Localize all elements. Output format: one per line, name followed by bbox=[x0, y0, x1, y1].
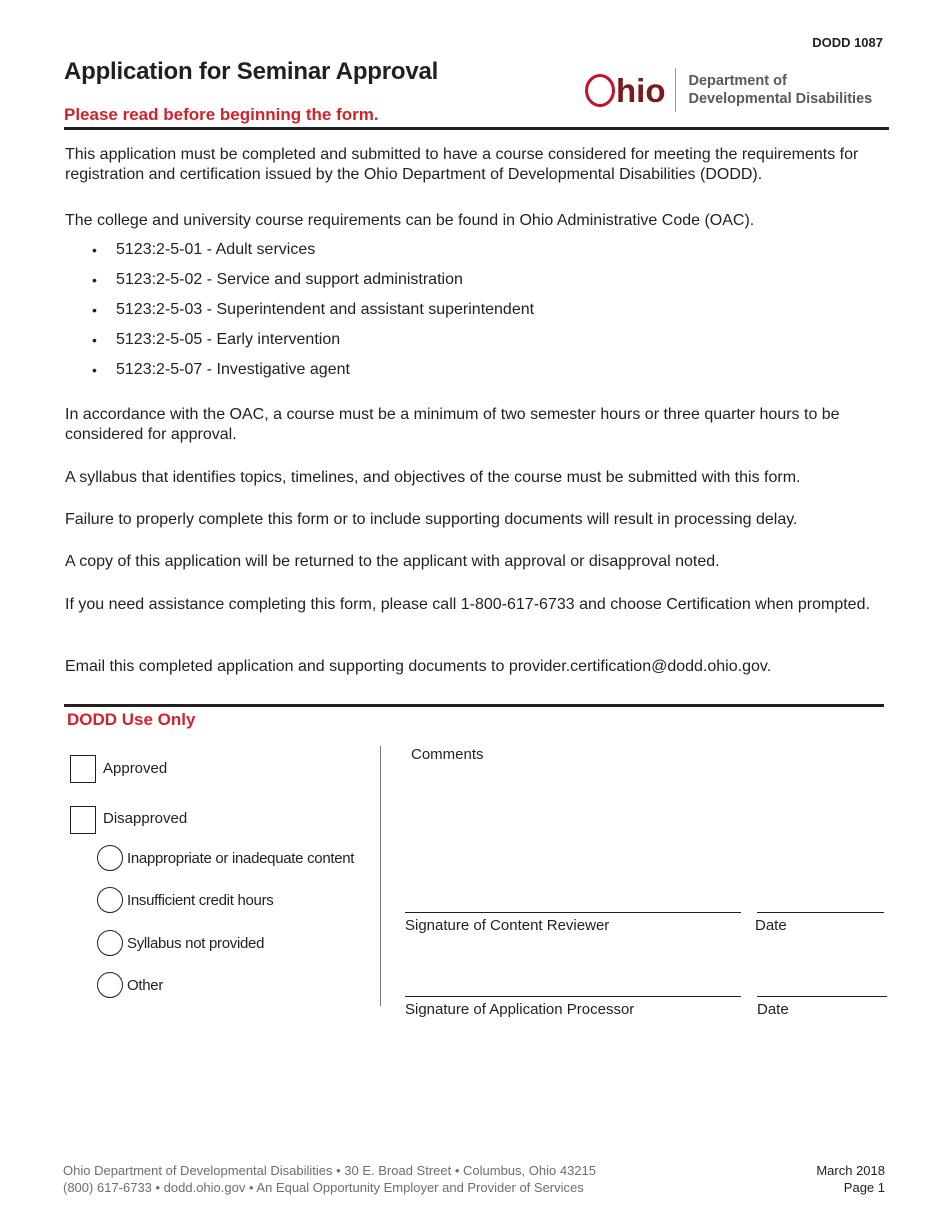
footer-meta bbox=[816, 1162, 885, 1196]
ohio-wordmark-text: hio bbox=[616, 71, 666, 109]
processor-signature-label: Signature of Application Processor bbox=[405, 1001, 635, 1018]
page-title: Application for Seminar Approval bbox=[64, 58, 439, 85]
hours-paragraph: In accordance with the OAC, a course must be a minimum of two semester hours or three quarter hours to be considered for approval. bbox=[65, 406, 840, 443]
list-item: • 5123:2-5-02 - Service and support administration bbox=[92, 271, 463, 288]
footer-date: March 2018 bbox=[816, 1163, 885, 1178]
logo-department bbox=[688, 72, 872, 108]
intro-paragraph: This application must be completed and submitted to have a course considered for meeting the requirements for registration and certification issued by the Ohio Department of Developmental Disabilities (DODD). bbox=[65, 146, 859, 183]
comments-label: Comments bbox=[411, 746, 484, 763]
list-item: • 5123:2-5-03 - Superintendent and assistant superintendent bbox=[92, 301, 535, 318]
processor-date-line[interactable] bbox=[757, 996, 887, 997]
email-paragraph: Email this completed application and supporting documents to provider.certification@dodd.ohio.gov. bbox=[65, 658, 772, 675]
reason-content-radio[interactable] bbox=[97, 845, 123, 871]
ohio-o-icon bbox=[585, 74, 615, 107]
reason-credit-hours-radio[interactable] bbox=[97, 887, 123, 913]
oac-rules-list bbox=[92, 240, 534, 390]
logo-dept-line1: Department of bbox=[688, 73, 787, 89]
ohio-wordmark bbox=[585, 71, 666, 109]
assistance-paragraph: If you need assistance completing this form, please call 1-800-617-6733 and choose Certification when prompted. bbox=[65, 596, 870, 613]
reason-other-label: Other bbox=[127, 977, 164, 994]
processor-date-label: Date bbox=[757, 1001, 789, 1018]
reviewer-date-line[interactable] bbox=[757, 912, 884, 913]
column-divider bbox=[380, 746, 381, 1006]
reviewer-signature-line[interactable] bbox=[405, 912, 741, 913]
footer-line1: Ohio Department of Developmental Disabilities • 30 E. Broad Street • Columbus, Ohio 43215 bbox=[63, 1163, 596, 1178]
section-rule bbox=[64, 704, 884, 707]
approved-checkbox[interactable] bbox=[70, 755, 96, 783]
reviewer-date-label: Date bbox=[755, 917, 787, 934]
list-item: • 5123:2-5-07 - Investigative agent bbox=[92, 361, 350, 378]
read-notice: Please read before beginning the form. bbox=[64, 105, 379, 124]
list-item: • 5123:2-5-05 - Early intervention bbox=[92, 331, 341, 348]
processor-signature-line[interactable] bbox=[405, 996, 741, 997]
logo-divider bbox=[675, 68, 676, 112]
footer-address bbox=[63, 1162, 596, 1196]
logo-dept-line2: Developmental Disabilities bbox=[688, 91, 873, 107]
reason-syllabus-radio[interactable] bbox=[97, 930, 123, 956]
reason-other-radio[interactable] bbox=[97, 972, 123, 998]
reviewer-signature-label: Signature of Content Reviewer bbox=[405, 917, 610, 934]
header-rule bbox=[64, 127, 889, 130]
form-code: DODD 1087 bbox=[812, 35, 883, 50]
reason-syllabus-label: Syllabus not provided bbox=[127, 935, 265, 952]
dodd-use-only-heading: DODD Use Only bbox=[67, 710, 196, 729]
copy-paragraph: A copy of this application will be returned to the applicant with approval or disapproval noted. bbox=[65, 553, 720, 570]
footer-line2: (800) 617-6733 • dodd.ohio.gov • An Equal Opportunity Employer and Provider of Services bbox=[63, 1180, 584, 1195]
oac-intro-paragraph: The college and university course requirements can be found in Ohio Administrative Code (OAC). bbox=[65, 212, 755, 229]
disapproved-label: Disapproved bbox=[103, 810, 188, 827]
page-number: Page 1 bbox=[843, 1180, 885, 1195]
approved-label: Approved bbox=[103, 760, 168, 777]
reason-credit-hours-label: Insufficient credit hours bbox=[127, 892, 274, 909]
list-item: • 5123:2-5-01 - Adult services bbox=[92, 241, 316, 258]
ohio-dodd-logo bbox=[585, 68, 872, 112]
reason-content-label: Inappropriate or inadequate content bbox=[127, 850, 355, 867]
disapproved-checkbox[interactable] bbox=[70, 806, 96, 834]
failure-paragraph: Failure to properly complete this form or to include supporting documents will result in processing delay. bbox=[65, 511, 798, 528]
syllabus-paragraph: A syllabus that identifies topics, timelines, and objectives of the course must be submitted with this form. bbox=[65, 469, 801, 486]
